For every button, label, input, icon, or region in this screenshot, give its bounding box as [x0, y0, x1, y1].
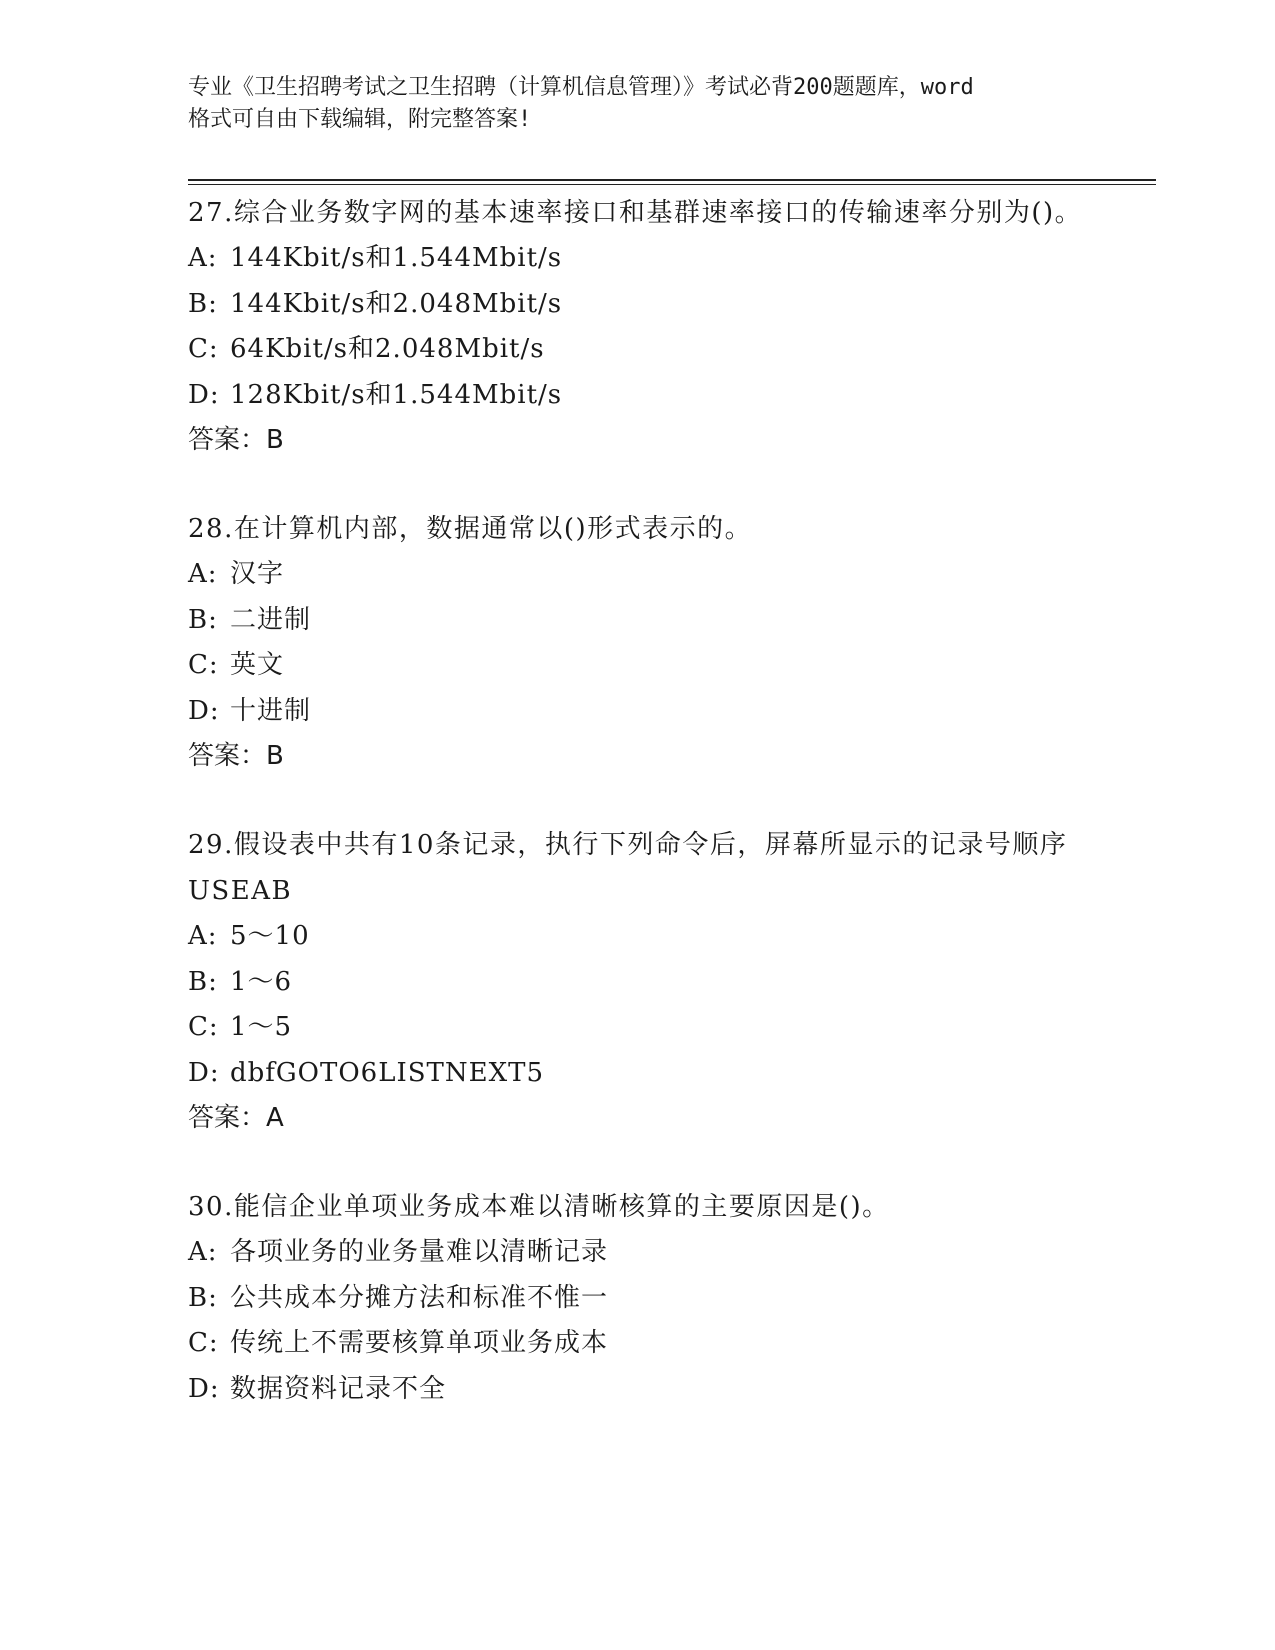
option-text: 144Kbit/s和1.544Mbit/s	[230, 243, 563, 273]
option-b	[188, 960, 1088, 1006]
question-stem: 29.假设表中共有10条记录，执行下列命令后，屏幕所显示的记录号顺序USEAB	[188, 830, 1068, 906]
question-30	[188, 1184, 1088, 1412]
option-text: 1～5	[230, 1012, 293, 1042]
answer-line: 答案：A	[188, 1103, 284, 1133]
document-header	[188, 72, 1088, 136]
option-d	[188, 373, 1088, 419]
option-letter: C:	[188, 1012, 219, 1042]
option-letter: D:	[188, 695, 220, 726]
question-27	[188, 190, 1088, 463]
question-stem: 27.综合业务数字网的基本速率接口和基群速率接口的传输速率分别为()。	[188, 198, 1083, 228]
option-b	[188, 1276, 1088, 1322]
option-letter: A:	[188, 559, 218, 589]
header-line-1: 专业《卫生招聘考试之卫生招聘（计算机信息管理）》考试必背200题题库，word	[188, 75, 974, 100]
option-text: 64Kbit/s和2.048Mbit/s	[230, 334, 545, 364]
option-c	[188, 643, 1088, 689]
option-a	[188, 552, 1088, 598]
option-letter: C:	[188, 650, 219, 680]
option-d	[188, 1367, 1088, 1413]
option-letter: C:	[188, 334, 219, 364]
question-28	[188, 506, 1088, 779]
option-text: 1～6	[230, 966, 293, 997]
option-letter: B:	[188, 288, 218, 319]
option-text: 5～10	[230, 921, 310, 951]
answer-line: 答案：B	[188, 425, 284, 455]
option-letter: D:	[188, 379, 220, 410]
option-b	[188, 598, 1088, 644]
option-letter: C:	[188, 1328, 219, 1358]
question-list	[188, 190, 1088, 1455]
header-divider-thick	[188, 179, 1156, 181]
option-text: dbfGOTO6LISTNEXT5	[230, 1057, 545, 1088]
option-letter: A:	[188, 243, 218, 273]
option-text: 各项业务的业务量难以清晰记录	[230, 1237, 609, 1267]
question-stem: 28.在计算机内部，数据通常以()形式表示的。	[188, 514, 753, 544]
question-29	[188, 822, 1088, 1141]
option-a	[188, 914, 1088, 960]
option-text: 汉字	[230, 559, 285, 589]
option-letter: A:	[188, 921, 218, 951]
option-c	[188, 1321, 1088, 1367]
option-text: 十进制	[230, 695, 312, 726]
option-text: 144Kbit/s和2.048Mbit/s	[230, 288, 563, 319]
option-letter: D:	[188, 1373, 220, 1404]
option-d	[188, 1051, 1088, 1097]
option-b	[188, 282, 1088, 328]
option-letter: B:	[188, 604, 218, 635]
option-letter: D:	[188, 1057, 220, 1088]
option-a	[188, 1230, 1088, 1276]
option-d	[188, 689, 1088, 735]
option-text: 公共成本分摊方法和标准不惟一	[230, 1282, 609, 1313]
answer-line: 答案：B	[188, 741, 284, 771]
option-a	[188, 236, 1088, 282]
option-text: 英文	[230, 650, 285, 680]
option-letter: B:	[188, 1282, 218, 1313]
option-c	[188, 1005, 1088, 1051]
option-text: 传统上不需要核算单项业务成本	[230, 1328, 609, 1358]
question-stem: 30.能信企业单项业务成本难以清晰核算的主要原因是()。	[188, 1192, 890, 1222]
option-text: 数据资料记录不全	[230, 1373, 447, 1404]
option-letter: B:	[188, 966, 218, 997]
option-letter: A:	[188, 1237, 218, 1267]
header-divider-thin	[188, 184, 1156, 185]
option-text: 128Kbit/s和1.544Mbit/s	[230, 379, 563, 410]
option-c	[188, 327, 1088, 373]
option-text: 二进制	[230, 604, 312, 635]
header-line-2: 格式可自由下载编辑，附完整答案!	[188, 107, 532, 132]
